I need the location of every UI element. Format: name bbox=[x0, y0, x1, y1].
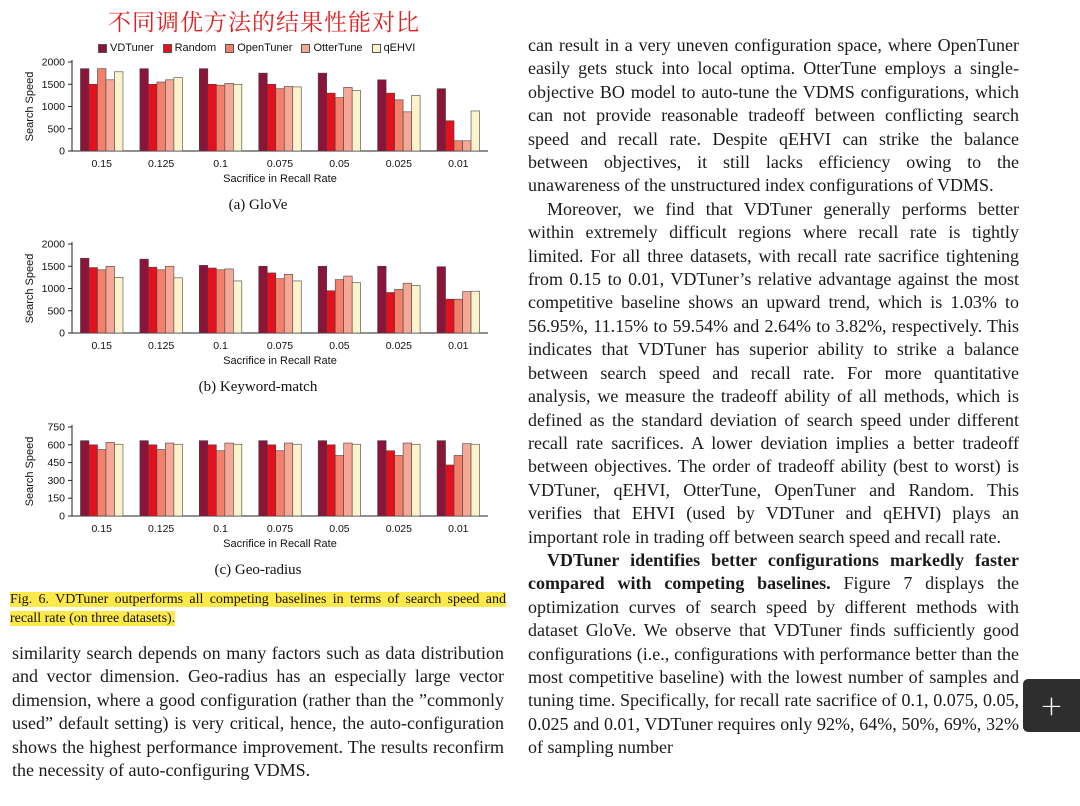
bar-random bbox=[89, 268, 98, 333]
y-tick-label: 500 bbox=[47, 305, 65, 318]
bar-ottertune bbox=[106, 80, 115, 151]
x-tick-label: 0.01 bbox=[448, 523, 469, 535]
bar-qehvi bbox=[293, 444, 302, 516]
x-tick-label: 0.125 bbox=[148, 340, 175, 352]
bar-random bbox=[446, 299, 455, 333]
legend-label: Random bbox=[174, 42, 217, 54]
bar-vdtuner bbox=[318, 73, 327, 151]
y-tick-label: 0 bbox=[59, 510, 65, 523]
y-tick-label: 750 bbox=[47, 421, 65, 434]
bar-qehvi bbox=[233, 281, 242, 333]
chart-legend bbox=[98, 41, 415, 55]
legend-swatch bbox=[98, 44, 107, 53]
bar-ottertune bbox=[344, 87, 353, 151]
bar-qehvi bbox=[471, 291, 480, 333]
bar-ottertune bbox=[165, 266, 174, 333]
figure-caption bbox=[10, 590, 506, 628]
bar-vdtuner bbox=[259, 266, 268, 333]
bar-ottertune bbox=[225, 443, 234, 516]
legend-label: OpenTuner bbox=[237, 42, 293, 54]
bar-opentuner bbox=[335, 98, 344, 151]
legend-item bbox=[372, 42, 416, 54]
bar-vdtuner bbox=[140, 441, 149, 516]
bar-random bbox=[89, 84, 98, 151]
x-tick-label: 0.025 bbox=[385, 340, 412, 352]
bar-ottertune bbox=[106, 442, 115, 516]
bar-opentuner bbox=[335, 455, 344, 516]
x-tick-label: 0.05 bbox=[329, 523, 350, 535]
bar-opentuner bbox=[276, 451, 285, 516]
x-tick-label: 0.05 bbox=[329, 340, 350, 352]
bar-ottertune bbox=[284, 86, 293, 151]
bar-opentuner bbox=[454, 455, 463, 516]
keyword-match-bar-chart bbox=[0, 237, 516, 367]
bar-vdtuner bbox=[140, 69, 149, 151]
y-tick-label: 150 bbox=[47, 492, 65, 505]
bar-vdtuner bbox=[80, 258, 89, 333]
bar-vdtuner bbox=[199, 69, 208, 151]
bar-ottertune bbox=[165, 443, 174, 516]
bar-vdtuner bbox=[378, 266, 387, 333]
x-tick-label: 0.1 bbox=[213, 158, 228, 170]
figure-annotation-title: 不同调优方法的结果性能对比 bbox=[108, 10, 420, 36]
bar-opentuner bbox=[216, 85, 225, 151]
bar-ottertune bbox=[165, 80, 174, 151]
x-tick-label: 0.15 bbox=[91, 523, 112, 535]
bar-qehvi bbox=[293, 87, 302, 151]
bar-qehvi bbox=[233, 444, 242, 516]
bar-opentuner bbox=[395, 100, 404, 151]
bar-qehvi bbox=[174, 278, 183, 333]
bar-vdtuner bbox=[437, 89, 446, 151]
paragraph bbox=[528, 549, 1019, 760]
bar-qehvi bbox=[114, 444, 123, 516]
legend-label: qEHVI bbox=[383, 42, 416, 54]
bar-opentuner bbox=[157, 270, 166, 333]
x-tick-label: 0.025 bbox=[385, 158, 412, 170]
bar-vdtuner bbox=[259, 441, 268, 516]
bar-random bbox=[267, 84, 276, 151]
y-tick-label: 1000 bbox=[41, 283, 65, 295]
bar-random bbox=[148, 445, 157, 516]
bar-ottertune bbox=[403, 443, 412, 516]
bar-random bbox=[446, 121, 455, 151]
bar-opentuner bbox=[454, 299, 463, 333]
paragraph: can result in a very uneven configuration space, where OpenTuner easily gets stuck into local optima. OtterTune employs a single-objective BO model to auto-tune the VDMS configurations, which can not provide reasonable tradeoff between conflicting search speed and recall rate. Despite qEHVI can strike the balance between objectives, it still lacks efficiency owing to the unawareness of the unstructured index configurations of VDMS. bbox=[528, 35, 1019, 196]
paragraph: similarity search depends on many factors such as data distribution and vector dimension. Geo-radius has an especially large vector dimension, where a good configuration (rather than the ”commonly used” default setting) is very critical, hence, the auto-configuration shows the highest performance improvement. The results reconfirm the necessity of auto-configuring VDMS. bbox=[12, 643, 504, 781]
bar-opentuner bbox=[97, 69, 106, 151]
bar-qehvi bbox=[471, 111, 480, 151]
bar-vdtuner bbox=[378, 80, 387, 151]
x-tick-label: 0.1 bbox=[213, 340, 228, 352]
bar-random bbox=[267, 445, 276, 516]
bar-qehvi bbox=[114, 277, 123, 333]
bar-qehvi bbox=[352, 444, 361, 516]
bar-qehvi bbox=[412, 444, 421, 516]
bar-qehvi bbox=[233, 84, 242, 151]
bar-random bbox=[89, 445, 98, 516]
bar-vdtuner bbox=[378, 441, 387, 516]
bar-ottertune bbox=[225, 83, 234, 151]
x-tick-label: 0.1 bbox=[213, 523, 228, 535]
plus-icon: + bbox=[1039, 689, 1064, 722]
x-tick-label: 0.125 bbox=[148, 523, 175, 535]
bar-ottertune bbox=[463, 292, 472, 333]
bar-random bbox=[208, 84, 217, 151]
bar-opentuner bbox=[335, 280, 344, 333]
x-tick-label: 0.15 bbox=[91, 340, 112, 352]
bar-vdtuner bbox=[318, 441, 327, 516]
x-tick-label: 0.075 bbox=[266, 340, 294, 352]
x-tick-label: 0.05 bbox=[329, 158, 350, 170]
legend-swatch bbox=[301, 44, 310, 53]
bar-ottertune bbox=[403, 112, 412, 151]
bar-random bbox=[446, 465, 455, 516]
subcaption-keyword-match: (b) Keyword-match bbox=[198, 379, 318, 395]
bar-random bbox=[267, 273, 276, 333]
x-tick-label: 0.075 bbox=[266, 158, 294, 170]
x-axis-label: Sacrifice in Recall Rate bbox=[223, 355, 337, 367]
bar-random bbox=[327, 291, 336, 333]
x-tick-label: 0.01 bbox=[448, 340, 469, 352]
bar-ottertune bbox=[463, 141, 472, 151]
y-tick-label: 1500 bbox=[41, 78, 65, 91]
legend-swatch bbox=[372, 44, 381, 53]
y-tick-label: 0 bbox=[59, 327, 65, 340]
x-tick-label: 0.15 bbox=[91, 158, 112, 170]
bar-random bbox=[208, 445, 217, 516]
bar-opentuner bbox=[97, 270, 106, 333]
legend-label: VDTuner bbox=[110, 42, 154, 54]
bar-qehvi bbox=[174, 444, 183, 516]
right-text-column bbox=[528, 34, 1019, 760]
y-axis-label: Search Speed bbox=[24, 253, 36, 324]
y-tick-label: 1500 bbox=[41, 260, 65, 273]
bar-opentuner bbox=[157, 450, 166, 516]
bar-opentuner bbox=[216, 451, 225, 516]
paragraph-lead: VDTuner identifies better configurations markedly faster compared with competing baselines. bbox=[528, 549, 1019, 594]
bar-vdtuner bbox=[318, 266, 327, 333]
bar-qehvi bbox=[293, 281, 302, 333]
bar-qehvi bbox=[352, 90, 361, 151]
bar-ottertune bbox=[344, 443, 353, 516]
legend-item bbox=[163, 42, 217, 54]
bar-vdtuner bbox=[259, 73, 268, 151]
bar-vdtuner bbox=[437, 441, 446, 516]
bar-opentuner bbox=[97, 450, 106, 516]
y-tick-label: 1000 bbox=[41, 101, 65, 113]
bar-vdtuner bbox=[437, 267, 446, 333]
bar-ottertune bbox=[106, 266, 115, 333]
bar-qehvi bbox=[114, 72, 123, 151]
bar-opentuner bbox=[157, 82, 166, 151]
geo-radius-bar-chart bbox=[0, 420, 516, 550]
subcaption-glove: (a) GloVe bbox=[228, 197, 288, 213]
bar-random bbox=[148, 267, 157, 333]
bar-random bbox=[327, 93, 336, 151]
bar-qehvi bbox=[174, 78, 183, 151]
add-button[interactable] bbox=[1023, 679, 1080, 732]
bar-vdtuner bbox=[80, 441, 89, 516]
bar-ottertune bbox=[463, 444, 472, 516]
legend-item bbox=[301, 42, 362, 54]
legend-item bbox=[225, 42, 292, 54]
paragraph-body: Figure 7 displays the optimization curves of search speed by different methods with dataset GloVe. We observe that VDTuner finds sufficiently good configurations (i.e., configurations with performance better than the most competitive baseline) with the lowest number of samples and tuning time. Specifically, for recall rate sacrifice of 0.1, 0.075, 0.05, 0.025 and 0.01, VDTuner requires only 92%, 64%, 50%, 69%, 32% of sampling number bbox=[528, 573, 1019, 758]
x-tick-label: 0.025 bbox=[385, 523, 412, 535]
y-tick-label: 2000 bbox=[41, 56, 65, 69]
bar-ottertune bbox=[403, 283, 412, 333]
bar-random bbox=[208, 268, 217, 333]
bar-ottertune bbox=[284, 443, 293, 516]
bar-vdtuner bbox=[140, 259, 149, 333]
y-axis-label: Search Speed bbox=[24, 71, 36, 142]
bar-opentuner bbox=[276, 89, 285, 151]
legend-swatch bbox=[225, 44, 234, 53]
x-tick-label: 0.01 bbox=[448, 158, 469, 170]
bar-vdtuner bbox=[199, 441, 208, 516]
bar-qehvi bbox=[352, 283, 361, 333]
y-tick-label: 2000 bbox=[41, 238, 65, 251]
left-text-column bbox=[12, 642, 504, 782]
glove-bar-chart bbox=[0, 55, 516, 185]
legend-swatch bbox=[163, 44, 172, 53]
x-tick-label: 0.075 bbox=[266, 523, 294, 535]
subcaption-geo-radius: (c) Geo-radius bbox=[214, 562, 302, 578]
x-tick-label: 0.125 bbox=[148, 158, 175, 170]
x-axis-label: Sacrifice in Recall Rate bbox=[223, 173, 337, 185]
y-tick-label: 0 bbox=[59, 145, 65, 158]
y-tick-label: 600 bbox=[47, 439, 65, 452]
bar-random bbox=[386, 93, 395, 151]
bar-random bbox=[327, 445, 336, 516]
bar-opentuner bbox=[395, 289, 404, 333]
bar-vdtuner bbox=[80, 69, 89, 151]
y-tick-label: 300 bbox=[47, 474, 65, 487]
y-tick-label: 500 bbox=[47, 123, 65, 136]
bar-opentuner bbox=[276, 279, 285, 333]
bar-opentuner bbox=[216, 270, 225, 333]
y-axis-label: Search Speed bbox=[24, 436, 36, 507]
bar-opentuner bbox=[454, 141, 463, 151]
bar-qehvi bbox=[412, 95, 421, 151]
y-tick-label: 450 bbox=[47, 457, 65, 470]
bar-random bbox=[148, 84, 157, 151]
legend-item bbox=[98, 42, 154, 54]
bar-ottertune bbox=[344, 276, 353, 333]
paragraph: Moreover, we find that VDTuner generally performs better within extremely difficult regions where recall rate is tightly limited. For all three datasets, with recall rate sacrifice tightening from 0.15 to 0.01, VDTuner’s relative advantage against the most competitive baseline shows an upward trend, which is 1.03% to 56.95%, 11.15% to 59.54% and 2.64% to 3.82%, respectively. This indicates that VDTuner has superior ability to strike a balance between search speed and recall rate. For more quantitative analysis, we measure the tradeoff ability of all methods, which is defined as the standard deviation of search speed under different recall rate sacrifices. A lower deviation implies a better tradeoff between objectives. The order of tradeoff ability (best to worst) is VDTuner, qEHVI, OtterTune, OpenTuner and Random. This verifies that EHVI (used by VDTuner and qEHVI) plays an important role in trading off between search speed and recall rate. bbox=[528, 198, 1019, 547]
legend-label: OtterTune bbox=[313, 42, 363, 54]
bar-ottertune bbox=[225, 269, 234, 333]
bar-qehvi bbox=[471, 444, 480, 516]
bar-random bbox=[386, 293, 395, 333]
bar-vdtuner bbox=[199, 265, 208, 333]
x-axis-label: Sacrifice in Recall Rate bbox=[223, 538, 337, 550]
bar-ottertune bbox=[284, 274, 293, 333]
bar-opentuner bbox=[395, 455, 404, 516]
bar-random bbox=[386, 451, 395, 516]
bar-qehvi bbox=[412, 285, 421, 333]
caption-highlight: Fig. 6. VDTuner outperforms all competing baselines in terms of search speed and recall rate (on three datasets). bbox=[10, 592, 506, 626]
